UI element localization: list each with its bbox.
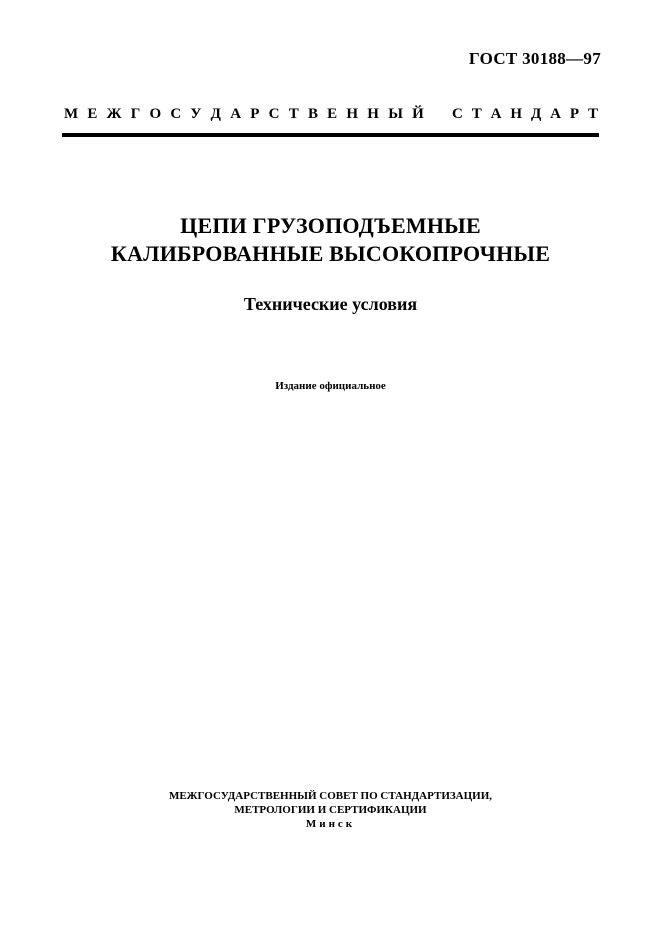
standard-type-letter: Н bbox=[346, 106, 359, 122]
title-line-1: ЦЕПИ ГРУЗОПОДЪЕМНЫЕ bbox=[180, 213, 481, 238]
standard-type-word-2 bbox=[452, 106, 598, 123]
document-subtitle: Технические условия bbox=[243, 294, 418, 314]
standard-type-letter: Р bbox=[569, 106, 580, 122]
publisher-block bbox=[0, 789, 661, 831]
publisher-line-1: МЕЖГОСУДАРСТВЕННЫЙ СОВЕТ ПО СТАНДАРТИЗАЦИИ, bbox=[168, 790, 493, 802]
standard-type-letter: С bbox=[452, 106, 463, 122]
standard-type-letter: С bbox=[268, 106, 280, 122]
standard-type-heading bbox=[64, 106, 598, 123]
document-number: ГОСТ 30188—97 bbox=[468, 49, 601, 68]
publisher-city: Минск bbox=[305, 818, 356, 830]
standard-type-letter: Ы bbox=[388, 106, 403, 122]
standard-type-letter: А bbox=[490, 106, 502, 122]
standard-type-letter: Д bbox=[210, 106, 221, 122]
standard-type-letter: Е bbox=[327, 106, 338, 122]
document-title bbox=[0, 212, 661, 268]
standard-type-letter: Т bbox=[471, 106, 482, 122]
standard-type-letter: Т bbox=[288, 106, 299, 122]
standard-type-letter: С bbox=[170, 106, 182, 122]
standard-type-letter: Р bbox=[250, 106, 260, 122]
standard-type-letter: Н bbox=[510, 106, 523, 122]
standard-type-letter: В bbox=[307, 106, 318, 122]
standard-type-letter: А bbox=[230, 106, 242, 122]
publisher-line-2: МЕТРОЛОГИИ И СЕРТИФИКАЦИИ bbox=[234, 804, 427, 816]
standard-type-letter: М bbox=[64, 106, 79, 122]
standard-type-letter: Е bbox=[87, 106, 98, 122]
standard-type-letter: Й bbox=[412, 106, 424, 122]
standard-type-letter: У bbox=[190, 106, 202, 122]
standard-type-letter: Н bbox=[367, 106, 379, 122]
header-rule bbox=[62, 133, 599, 137]
standard-type-word-1 bbox=[64, 106, 424, 123]
standard-type-letter: А bbox=[550, 106, 561, 122]
edition-note: Издание официальное bbox=[275, 380, 386, 392]
standard-type-letter: Т bbox=[587, 106, 598, 122]
standard-type-letter: О bbox=[149, 106, 162, 122]
standard-type-letter: Г bbox=[130, 106, 141, 122]
title-line-2: КАЛИБРОВАННЫЕ ВЫСОКОПРОЧНЫЕ bbox=[110, 241, 551, 266]
standard-type-letter: Д bbox=[530, 106, 542, 122]
standard-type-letter: Ж bbox=[106, 106, 122, 122]
